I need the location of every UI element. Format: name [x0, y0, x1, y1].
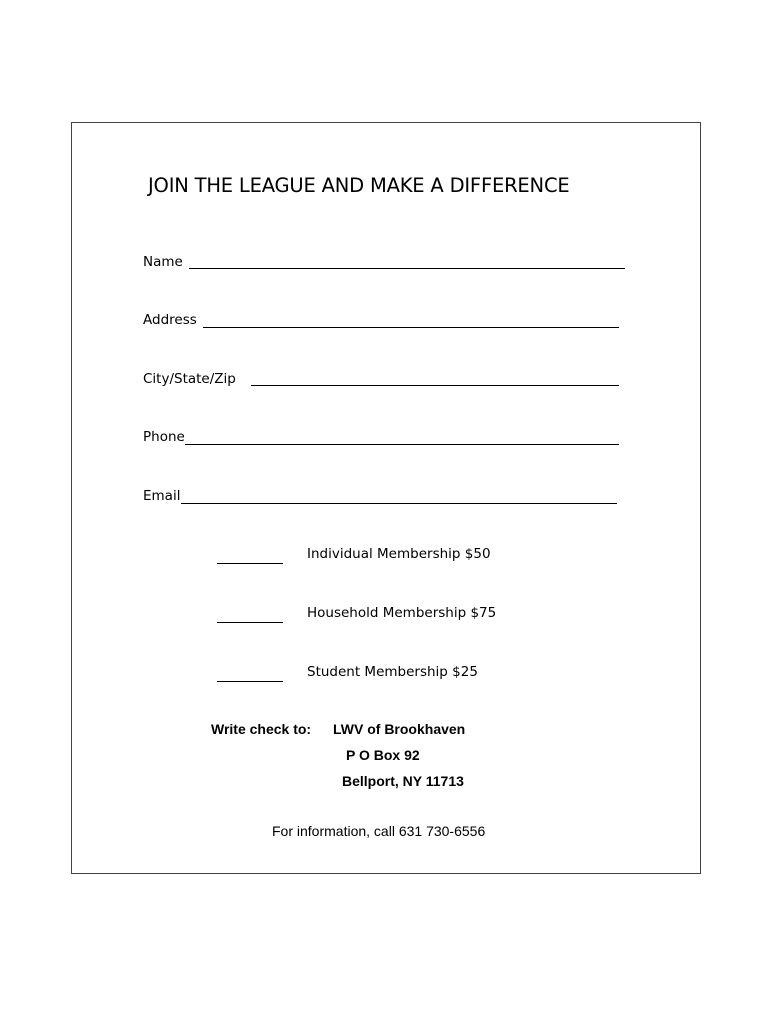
individual-membership-label: Individual Membership $50 — [307, 546, 491, 562]
name-label: Name — [143, 254, 183, 270]
write-check-label: Write check to: — [211, 721, 312, 737]
po-box: P O Box 92 — [346, 747, 420, 763]
individual-membership-blank[interactable] — [217, 563, 283, 564]
form-title: JOIN THE LEAGUE AND MAKE A DIFFERENCE — [148, 174, 570, 197]
email-label: Email — [143, 488, 181, 504]
phone-label: Phone — [143, 429, 185, 445]
household-membership-label: Household Membership $75 — [307, 605, 497, 621]
info-text: For information, call 631 730-6556 — [272, 823, 486, 839]
phone-field[interactable] — [185, 444, 619, 445]
student-membership-blank[interactable] — [217, 681, 283, 682]
city-state-zip-field[interactable] — [251, 385, 619, 386]
city-state-zip-label: City/State/Zip — [143, 371, 236, 387]
email-field[interactable] — [181, 503, 617, 504]
household-membership-blank[interactable] — [217, 622, 283, 623]
payee-name: LWV of Brookhaven — [333, 721, 466, 737]
address-field[interactable] — [203, 327, 619, 328]
city-address: Bellport, NY 11713 — [342, 773, 464, 789]
name-field[interactable] — [189, 268, 625, 269]
address-label: Address — [143, 312, 197, 328]
student-membership-label: Student Membership $25 — [307, 664, 478, 680]
